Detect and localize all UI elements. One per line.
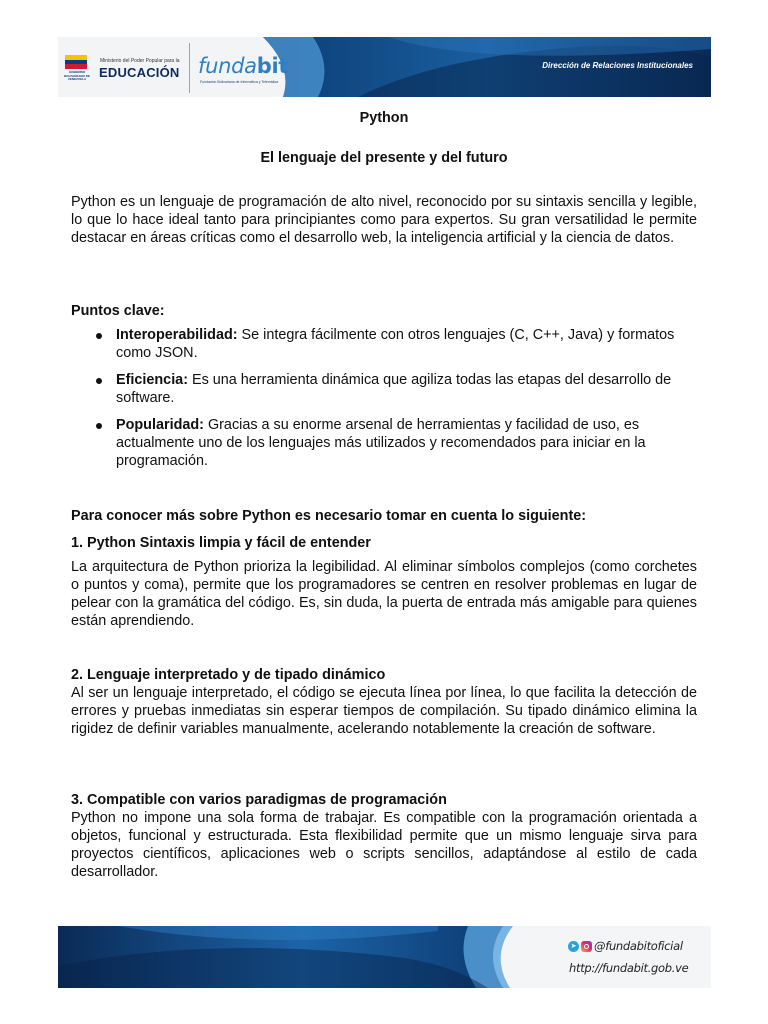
fundabit-logo <box>198 54 288 78</box>
footer-banner <box>58 926 711 988</box>
fundabit-caption: Fundación Bolivariana de Informática y Telemática <box>200 80 279 84</box>
bullet-icon <box>96 423 102 429</box>
document-title: Python <box>359 110 409 126</box>
section-2-heading: 2. Lenguaje interpretado y de tipado dinámico <box>71 667 386 683</box>
logo-divider <box>189 43 190 93</box>
list-item-text: Es una herramienta dinámica que agiliza todas las etapas del desarrollo de software. <box>116 372 672 406</box>
bullet-icon <box>96 333 102 339</box>
list-item <box>71 416 697 470</box>
intro-paragraph: Python es un lenguaje de programación de alto nivel, reconocido por su sintaxis sencilla y legible, lo que lo hace ideal tanto para principiantes como para expertos. Su gran versatilidad le permite destacar en áreas críticas como el desarrollo web, la inteligencia artificial y la ciencia de datos. <box>71 194 697 246</box>
section-1-heading: 1. Python Sintaxis limpia y fácil de entender <box>71 535 371 551</box>
list-item-label: Interoperabilidad: <box>116 327 238 343</box>
ministry-name: EDUCACIÓN <box>99 65 180 80</box>
footer-background <box>58 926 711 988</box>
list-item-label: Popularidad: <box>116 417 204 433</box>
list-item <box>71 371 697 407</box>
website-link[interactable]: http://fundabit.gob.ve <box>569 961 689 975</box>
document-subtitle: El lenguaje del presente y del futuro <box>260 150 508 166</box>
bullet-icon <box>96 378 102 384</box>
list-item-text: Gracias a su enorme arsenal de herramientas y facilidad de uso, es actualmente uno de los lenguajes más utilizados y recomendados para iniciar en la programación. <box>116 417 646 469</box>
section-3-heading: 3. Compatible con varios paradigmas de programación <box>71 792 447 808</box>
list-item-label: Eficiencia: <box>116 372 188 388</box>
department-name: Dirección de Relaciones Institucionales <box>542 61 693 70</box>
section-3-body: Python no impone una sola forma de trabajar. Es compatible con la programación orientada a objetos, funcional y estructurada. Esta flexibilidad permite que un mismo lenguaje sirva para proyectos científicos, aplicaciones web o scripts sencillos, adaptándose al estilo de cada desarrollador. <box>71 810 697 880</box>
telegram-icon[interactable]: ➤ <box>568 941 579 952</box>
flag-caption: GOBIERNO BOLIVARIANO DE VENEZUELA <box>64 70 90 81</box>
header-banner <box>58 37 711 97</box>
venezuela-flag-icon <box>65 55 87 69</box>
social-handle[interactable]: @fundabitoficial <box>594 939 683 953</box>
section-2-body: Al ser un lenguaje interpretado, el código se ejecuta línea por línea, lo que facilita la detección de errores y pruebas inmediatas sin esperar tiempos de compilación. Su tipado dinámico elimina la rigidez de definir variables manualmente, acelerando notablemente la creación de software. <box>71 685 697 737</box>
section-1-body: La arquitectura de Python prioriza la legibilidad. Al eliminar símbolos complejos (como corchetes o puntos y coma), permite que los programadores se centren en resolver problemas en lugar de pelear con la gramática del código. Es, sin duda, la puerta de entrada más amigable para quienes están aprendiendo. <box>71 559 697 629</box>
institution-logos <box>58 37 358 97</box>
ministry-caption: Ministerio del Poder Popular para la <box>100 58 180 64</box>
key-points-list <box>71 326 697 479</box>
fundabit-logo-bold: bit <box>256 54 289 78</box>
fundabit-logo-light: funda <box>198 54 257 78</box>
social-handles <box>568 938 683 954</box>
key-points-heading: Puntos clave: <box>71 303 165 319</box>
instagram-icon[interactable] <box>581 941 592 952</box>
list-item <box>71 326 697 362</box>
more-info-heading: Para conocer más sobre Python es necesario tomar en cuenta lo siguiente: <box>71 508 587 524</box>
list-item-text: Se integra fácilmente con otros lenguajes (C, C++, Java) y formatos como JSON. <box>116 327 675 361</box>
